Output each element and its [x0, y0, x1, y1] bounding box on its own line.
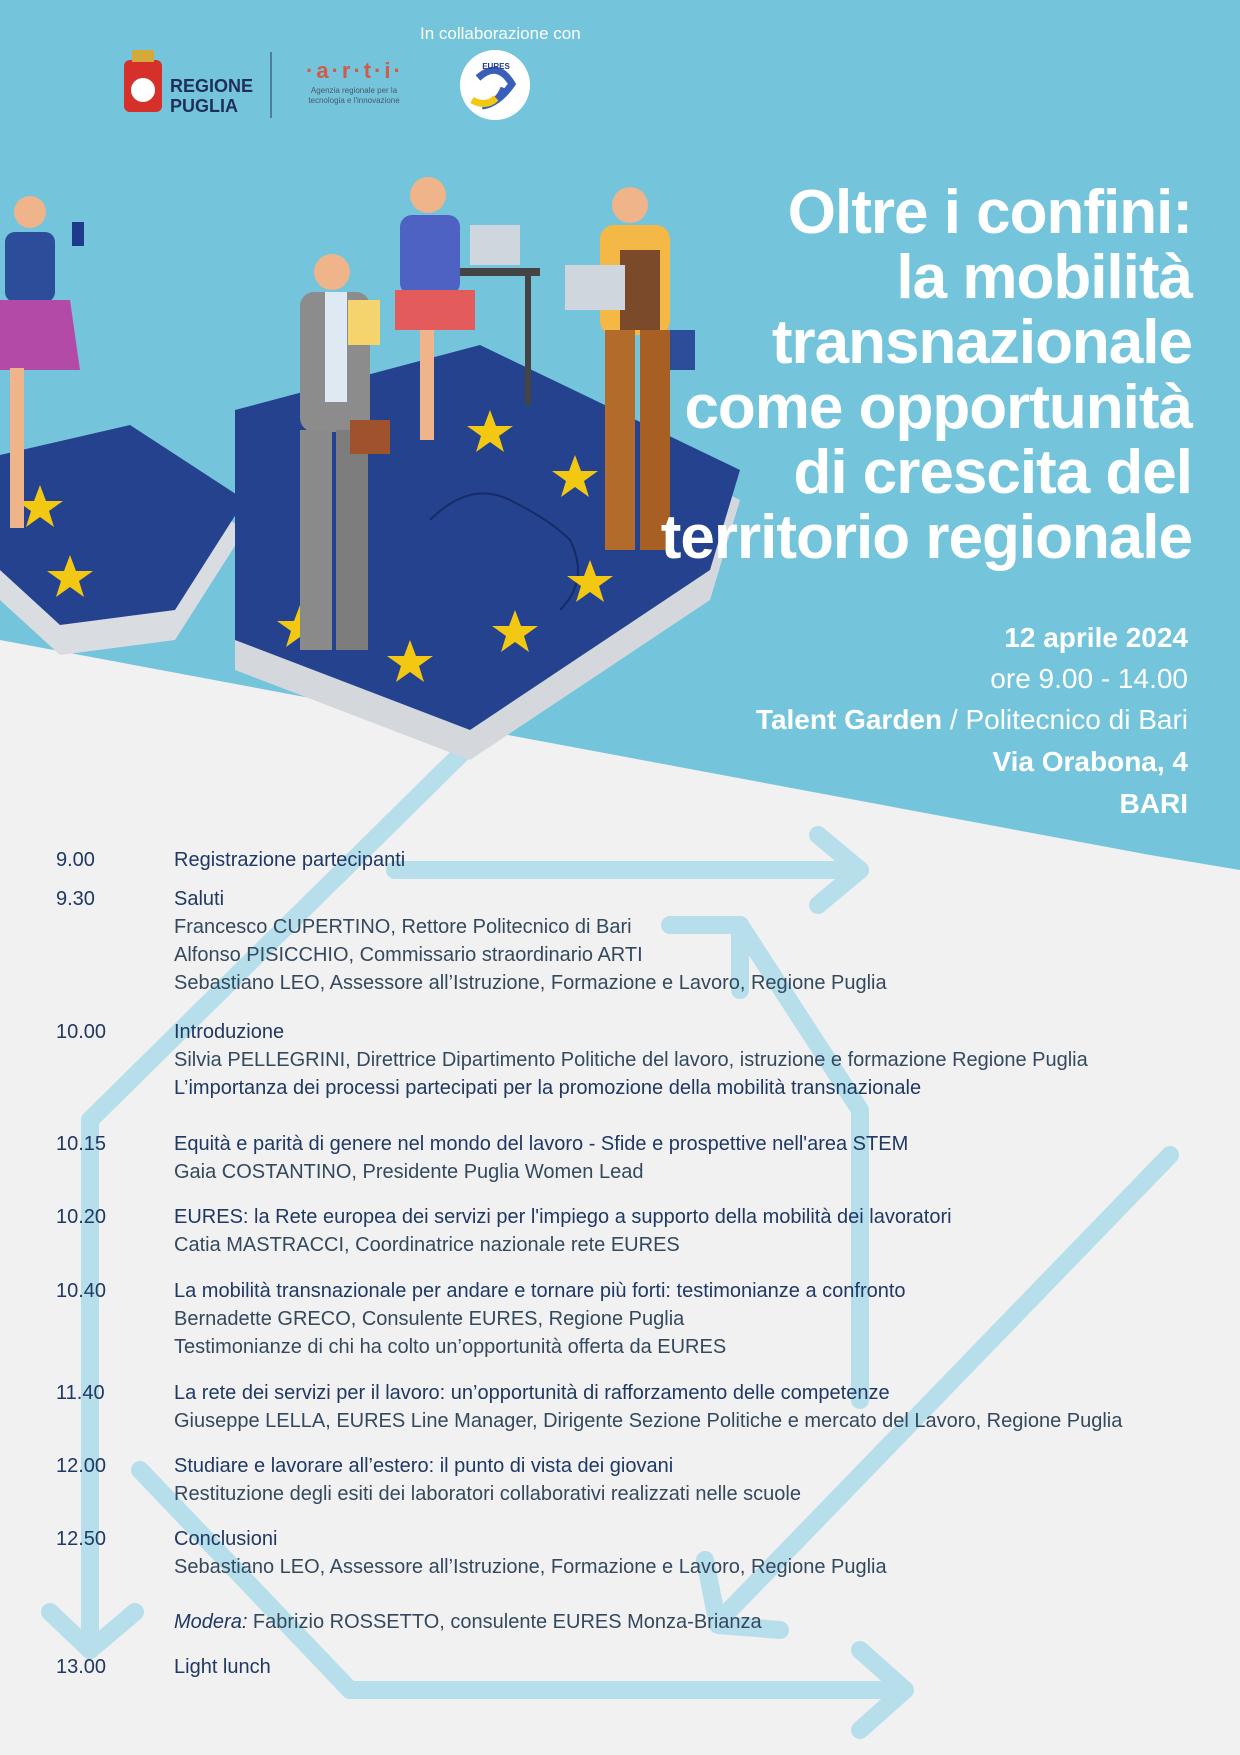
title-line: la mobilità — [896, 243, 1192, 312]
agenda-title: Light lunch — [174, 1656, 271, 1678]
agenda-title: La mobilità transnazionale per andare e tornare più forti: testimonianze a confronto — [174, 1280, 906, 1302]
title-line: come opportunità — [684, 373, 1192, 442]
agenda-time: 10.20 — [56, 1206, 107, 1228]
agenda-title: EURES: la Rete europea dei servizi per l'impiego a supporto della mobilità dei lavoratori — [174, 1206, 952, 1228]
agenda-speaker: Bernadette GRECO, Consulente EURES, Regione Puglia — [174, 1308, 685, 1330]
venue-bold: Talent Garden — [755, 704, 943, 735]
eures-logo-text: EURES — [482, 62, 510, 71]
event-street: Via Orabona, 4 — [992, 746, 1188, 777]
moderator-text: Fabrizio ROSSETTO, consulente EURES Monza-Brianza — [247, 1611, 762, 1633]
agenda-title: Equità e parità di genere nel mondo del lavoro - Sfide e prospettive nell'area STEM — [174, 1133, 909, 1155]
agenda-speaker: Sebastiano LEO, Assessore all’Istruzione, Formazione e Lavoro, Regione Puglia — [174, 972, 887, 994]
event-title — [552, 180, 1192, 570]
agenda-speaker: Testimonianze di chi ha colto un’opportunità offerta da EURES — [174, 1336, 727, 1358]
agenda-item — [56, 1277, 1196, 1361]
agenda-time: 10.15 — [56, 1133, 107, 1155]
agenda-time: 12.00 — [56, 1455, 107, 1477]
agenda-speaker: Giuseppe LELLA, EURES Line Manager, Dirigente Sezione Politiche e mercato del Lavoro, Regione Puglia — [174, 1410, 1123, 1432]
agenda-speaker: Francesco CUPERTINO, Rettore Politecnico di Bari — [174, 916, 632, 938]
agenda-time: 11.40 — [56, 1382, 105, 1404]
agenda-title: La rete dei servizi per il lavoro: un’opportunità di rafforzamento delle competenze — [174, 1382, 890, 1404]
regione-puglia-logo-text — [170, 76, 253, 116]
arti-logo-subtitle: Agenzia regionale per la tecnologia e l'innovazione — [308, 86, 400, 105]
agenda-speaker: Catia MASTRACCI, Coordinatrice nazionale rete EURES — [174, 1234, 680, 1256]
agenda-speaker: Silvia PELLEGRINI, Direttrice Dipartimento Politiche del lavoro, istruzione e formazione Regione Puglia — [174, 1049, 1088, 1071]
regione-logo-line1: REGIONE — [170, 76, 254, 96]
eures-logo — [460, 50, 530, 120]
agenda-speaker: Restituzione degli esiti dei laboratori collaborativi realizzati nelle scuole — [174, 1483, 801, 1505]
agenda-title: Conclusioni — [174, 1528, 278, 1550]
agenda-title: Saluti — [174, 888, 225, 910]
logo-divider — [270, 52, 272, 118]
title-line: territorio regionale — [660, 503, 1192, 572]
moderator-row — [56, 1608, 1196, 1636]
collaboration-label: In collaborazione con — [420, 24, 581, 43]
agenda-item — [56, 1525, 1196, 1581]
title-line: di crescita del — [793, 438, 1192, 507]
event-time: ore 9.00 - 14.00 — [990, 663, 1188, 694]
regione-logo-line2: PUGLIA — [170, 96, 239, 116]
title-line: transnazionale — [771, 308, 1192, 377]
moderator-label: Modera: — [174, 1611, 248, 1633]
agenda-time: 10.40 — [56, 1280, 107, 1302]
agenda-time: 12.50 — [56, 1528, 107, 1550]
agenda-item — [56, 1203, 1196, 1259]
agenda-item — [56, 1452, 1196, 1508]
agenda-item — [56, 885, 1196, 997]
agenda-title: Introduzione — [174, 1021, 285, 1043]
program-agenda — [56, 846, 1196, 1681]
agenda-item — [56, 1379, 1196, 1435]
agenda-speaker: Alfonso PISICCHIO, Commissario straordinario ARTI — [174, 944, 643, 966]
agenda-title: Studiare e lavorare all’estero: il punto di vista dei giovani — [174, 1455, 674, 1477]
event-venue — [588, 704, 1188, 736]
event-date: 12 aprile 2024 — [1004, 622, 1188, 653]
agenda-time: 13.00 — [56, 1656, 107, 1678]
agenda-time: 9.00 — [56, 849, 95, 871]
agenda-extra: L’importanza dei processi partecipati per la promozione della mobilità transnazionale — [174, 1077, 922, 1099]
agenda-item — [56, 1653, 1196, 1681]
event-city: BARI — [1119, 788, 1188, 819]
agenda-title: Registrazione partecipanti — [174, 849, 406, 871]
agenda-time: 9.30 — [56, 888, 95, 910]
title-line: Oltre i confini: — [787, 178, 1192, 247]
agenda-item — [56, 846, 1196, 874]
agenda-speaker: Sebastiano LEO, Assessore all’Istruzione, Formazione e Lavoro, Regione Puglia — [174, 1556, 887, 1578]
agenda-item — [56, 1018, 1196, 1102]
agenda-time: 10.00 — [56, 1021, 107, 1043]
arti-logo-text: ·a·r·t·i· — [306, 58, 404, 83]
venue-rest: / Politecnico di Bari — [942, 704, 1188, 735]
agenda-item — [56, 1130, 1196, 1186]
agenda-speaker: Gaia COSTANTINO, Presidente Puglia Women Lead — [174, 1161, 644, 1183]
